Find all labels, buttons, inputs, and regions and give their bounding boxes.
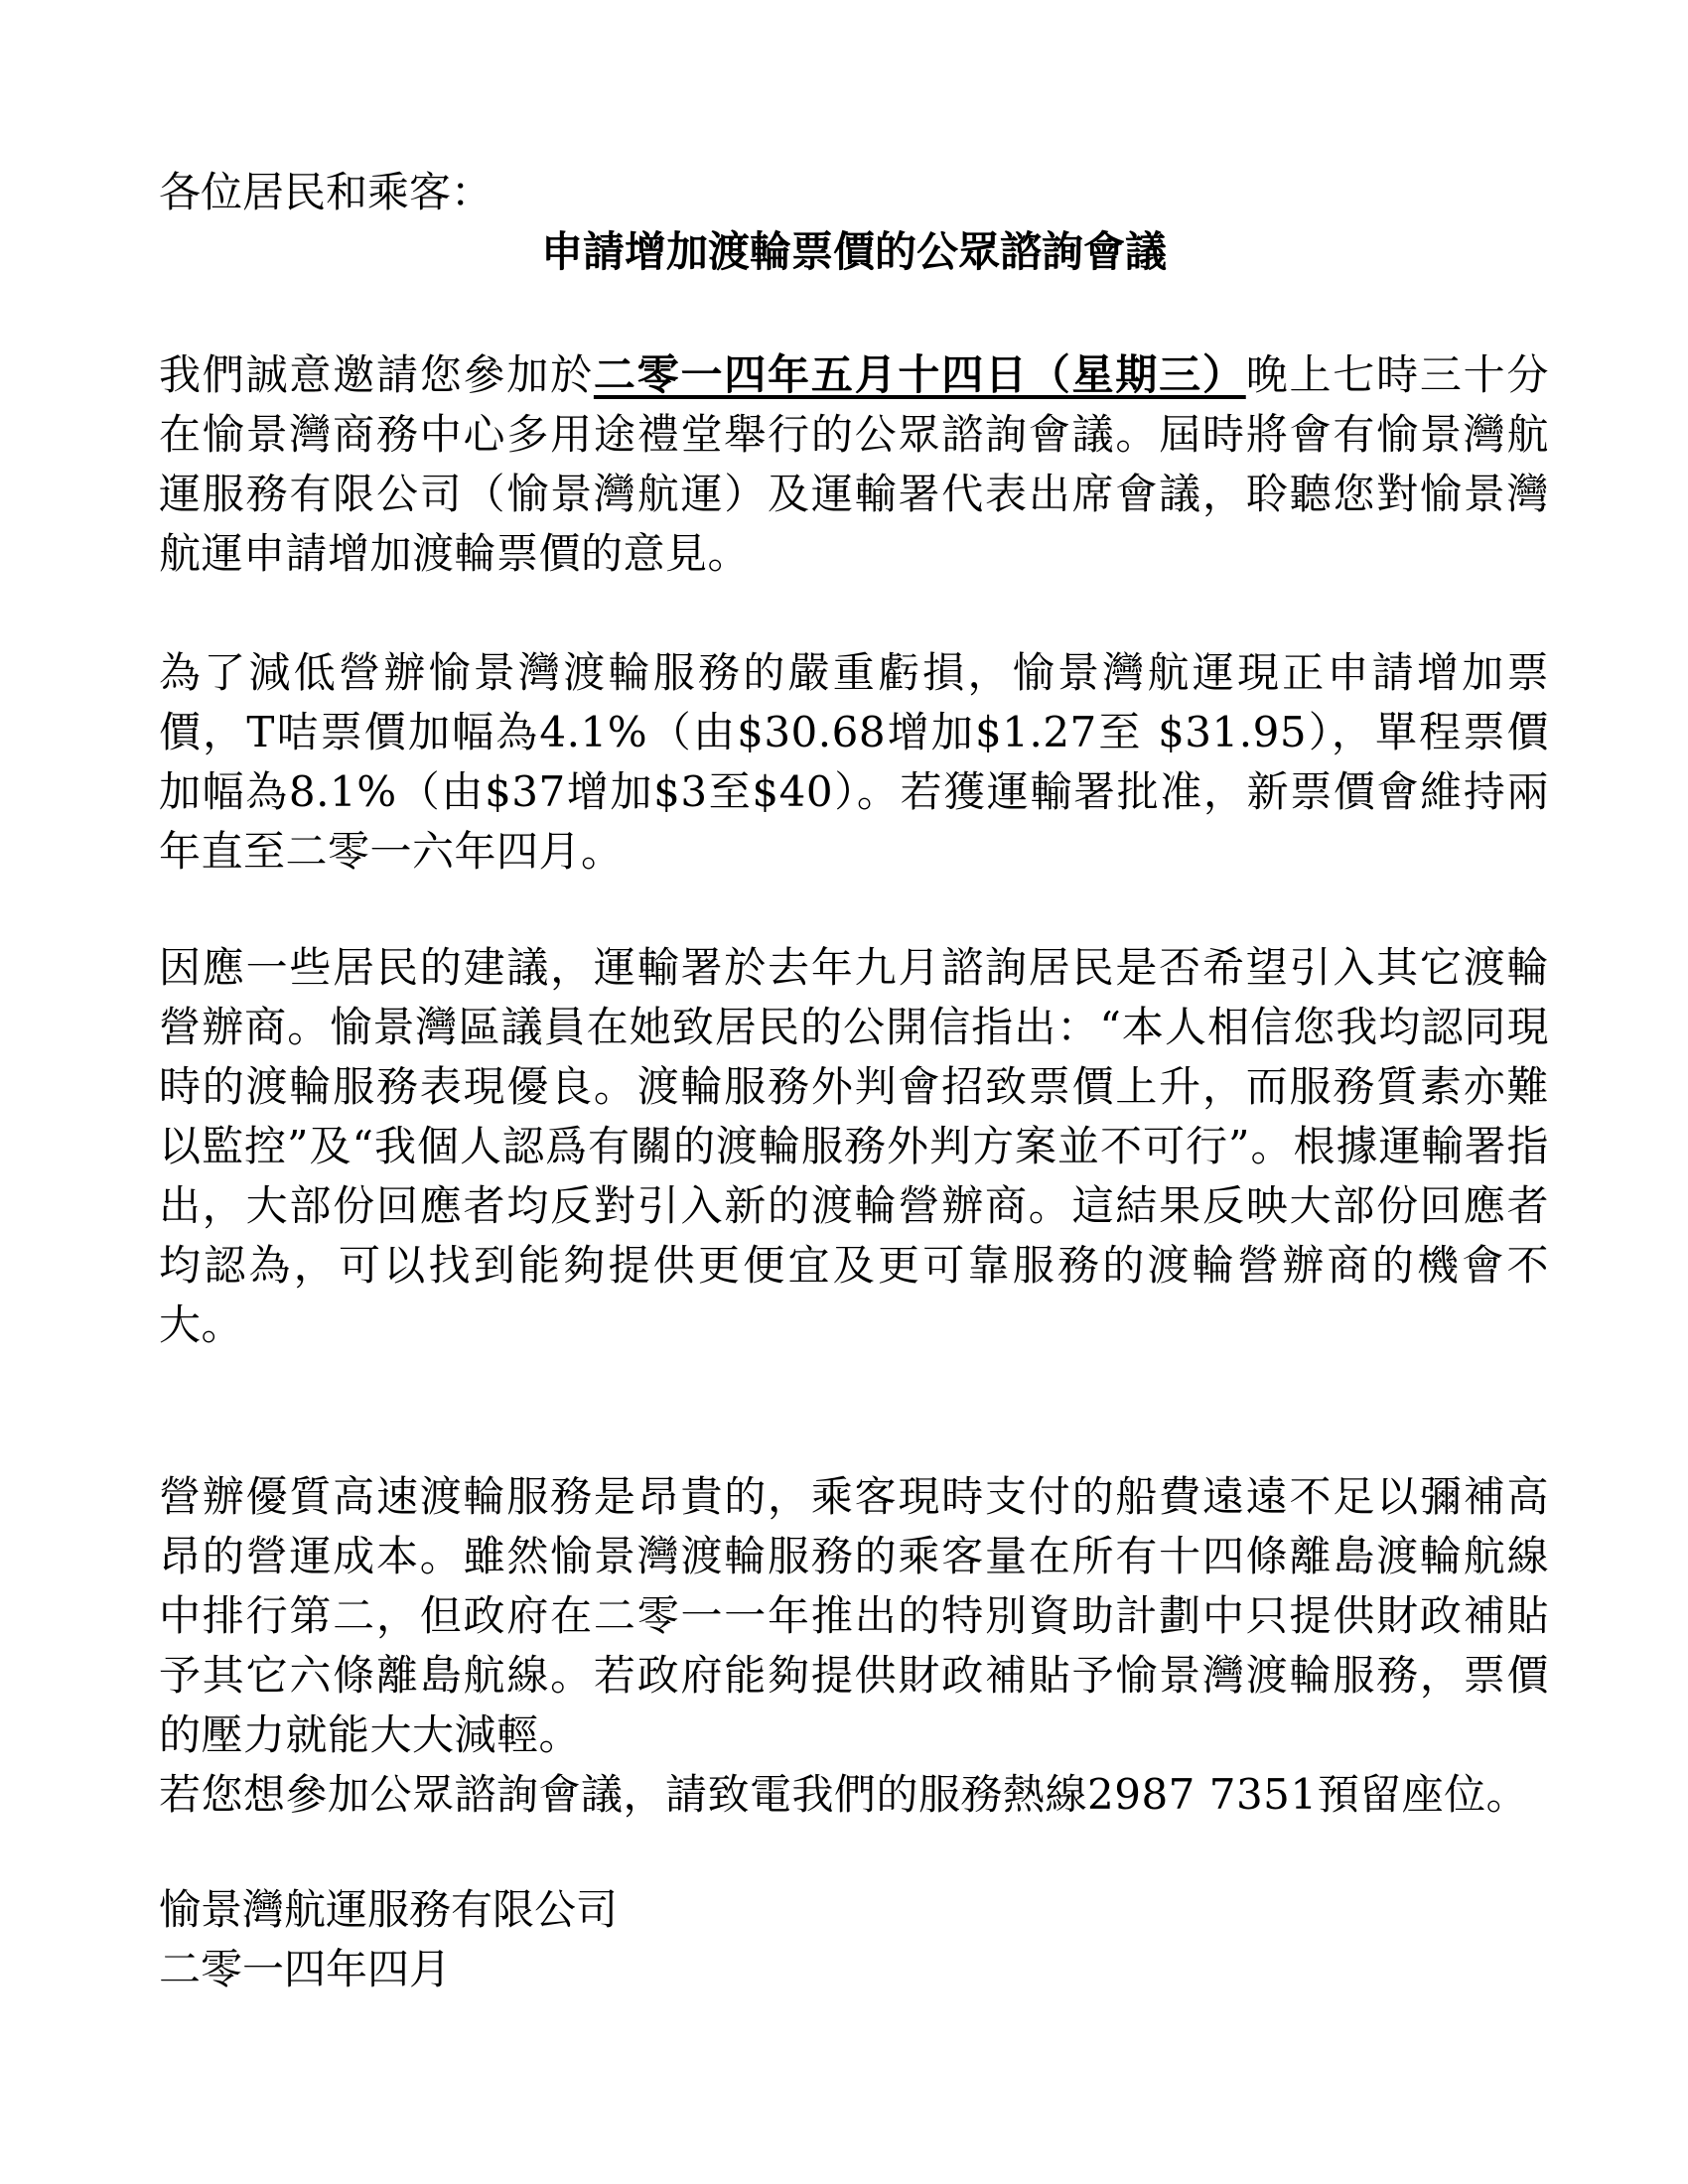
invitation-intro: 我們誠意邀請您參加於 bbox=[159, 350, 594, 399]
letter-title: 申請增加渡輪票價的公眾諮詢會議 bbox=[540, 227, 1167, 276]
salutation: 各位居民和乘客： bbox=[159, 168, 493, 216]
meeting-date: 二零一四年五月十四日（星期三） bbox=[593, 350, 1246, 399]
signature-company: 愉景灣航運服務有限公司 bbox=[159, 1885, 619, 1934]
invitation-details: 晚上七時三十分在愉景灣商務中心多用途禮堂舉行的公眾諮詢會議。屆時將會有愉景灣航運服務有限公司（愉景灣航運）及運輸署代表出席會議，聆聽您對愉景灣航運申請增加渡輪票價的意見。 bbox=[159, 350, 1549, 578]
signature-date: 二零一四年四月 bbox=[159, 1945, 452, 1993]
paragraph-subsidy: 營辦優質高速渡輪服務是昂貴的，乘客現時支付的船費遠遠不足以彌補高昂的營運成本。雖然愉景灣渡輪服務的乘客量在所有十四條離島渡輪航線中排行第二，但政府在二零一一年推出的特別資助計劃中只提供財政補貼予其它六條離島航線。若政府能夠提供財政補貼予愉景灣渡輪服務，票價的壓力就能大大減輕。 bbox=[159, 1472, 1549, 1759]
paragraph-fare-increase: 為了減低營辦愉景灣渡輪服務的嚴重虧損，愉景灣航運現正申請增加票價，T咭票價加幅為4.1%（由$30.68增加$1.27至 $31.95），單程票價加幅為8.1%（由$37增加$3至$40）。若獲運輸署批准，新票價會維持兩年直至二零一六年四月。 bbox=[159, 648, 1549, 876]
paragraph-invitation bbox=[159, 345, 1549, 584]
paragraph-consultation: 因應一些居民的建議，運輸署於去年九月諮詢居民是否希望引入其它渡輪營辦商。愉景灣區議員在她致居民的公開信指出：“本人相信您我均認同現時的渡輪服務表現優良。渡輪服務外判會招致票價上升，而服務質素亦難以監控”及“我個人認爲有關的渡輪服務外判方案並不可行”。根據運輸署指出，大部份回應者均反對引入新的渡輪營辦商。這結果反映大部份回應者均認為，可以找到能夠提供更便宜及更可靠服務的渡輪營辦商的機會不大。 bbox=[159, 943, 1549, 1349]
paragraph-hotline: 若您想參加公眾諮詢會議，請致電我們的服務熱線2987 7351預留座位。 bbox=[159, 1770, 1529, 1819]
